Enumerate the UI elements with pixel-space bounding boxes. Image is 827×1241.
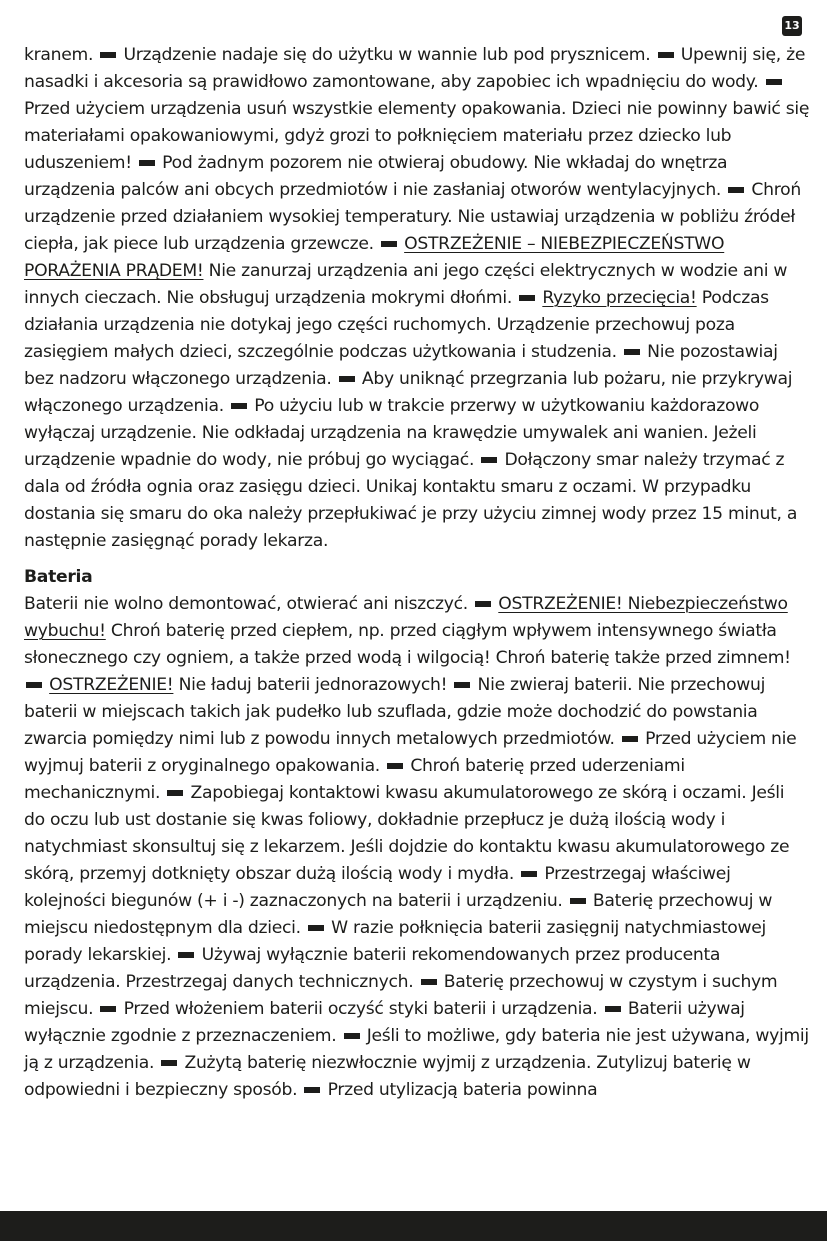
sentence: Pod żadnym pozorem nie otwieraj obudowy. Nie wkładaj do wnętrza urządzenia palców ani obcych przedmiotów i nie zasłaniaj otworów wentylacyjnych. <box>24 153 728 200</box>
bullet-icon <box>605 1006 621 1012</box>
safety-paragraph <box>24 42 810 555</box>
sentence: Urządzenie nadaje się do użytku w wannie lub pod prysznicem. <box>123 45 651 65</box>
sentence: Przed użyciem nie wyjmuj baterii z oryginalnego opakowania. <box>24 729 797 776</box>
bullet-icon <box>178 952 194 958</box>
bullet-icon <box>26 682 42 688</box>
sentence: Aby uniknąć przegrzania lub pożaru, nie przykrywaj włączonego urządzenia. <box>24 369 793 416</box>
sentence: Po użyciu lub w trakcie przerwy w użytkowaniu każdorazowo wyłączaj urządzenie. Nie odkładaj urządzenia na krawędzie umywalek ani wanien. Jeżeli urządzenie wpadnie do wody, nie próbuj go wyciągać. <box>24 396 760 470</box>
sentence: Podczas działania urządzenia nie dotykaj jego części ruchomych. Urządzenie przechowuj poza zasięgiem małych dzieci, szczególnie podczas użytkowania i studzenia. <box>24 288 769 362</box>
sentence: Nie ładuj baterii jednorazowych! <box>173 675 448 695</box>
document-body <box>24 42 810 1104</box>
bullet-icon <box>344 1033 360 1039</box>
warning-explosion: OSTRZEŻENIE! Niebezpieczeństwo wybuchu! <box>24 594 788 641</box>
sentence: Baterii używaj wyłącznie zgodnie z przeznaczeniem. <box>24 999 745 1046</box>
bullet-icon <box>519 295 535 301</box>
sentence: Jeśli to możliwe, gdy bateria nie jest używana, wyjmij ją z urządzenia. <box>24 1026 809 1073</box>
sentence: Nie pozostawiaj bez nadzoru włączonego urządzenia. <box>24 342 778 389</box>
sentence: Nie zanurzaj urządzenia ani jego części elektrycznych w wodzie ani w innych cieczach. Nie obsługuj urządzenia mokrymi dłońmi. <box>24 261 788 308</box>
bullet-icon <box>304 1087 320 1093</box>
sentence: Przed użyciem urządzenia usuń wszystkie elementy opakowania. Dzieci nie powinny bawić się materiałami opakowaniowymi, gdyż grozi to połknięciem materiału przez dziecko lub uduszeniem! <box>24 99 810 173</box>
sentence: Baterii nie wolno demontować, otwierać ani niszczyć. <box>24 594 468 614</box>
bullet-icon <box>100 1006 116 1012</box>
bullet-icon <box>521 871 537 877</box>
sentence: Chroń baterię przed ciepłem, np. przed ciągłym wpływem intensywnego światła słonecznego czy ogniem, a także przed wodą i wilgocią! Chroń baterię także przed zimnem! <box>24 621 791 668</box>
warning-cut-risk: Ryzyko przecięcia! <box>542 288 697 308</box>
bullet-icon <box>481 457 497 463</box>
sentence: Przestrzegaj właściwej kolejności biegunów (+ i -) zaznaczonych na baterii i urządzeniu. <box>24 864 731 911</box>
bullet-icon <box>570 898 586 904</box>
sentence: Upewnij się, że nasadki i akcesoria są prawidłowo zamontowane, aby zapobiec ich wpadnięciu do wody. <box>24 45 806 92</box>
bullet-icon <box>387 763 403 769</box>
sentence: Przed utylizacją bateria powinna <box>327 1080 598 1100</box>
sentence: Baterię przechowuj w czystym i suchym miejscu. <box>24 972 778 1019</box>
bullet-icon <box>308 925 324 931</box>
bullet-icon <box>339 376 355 382</box>
footer-bar <box>0 1211 827 1241</box>
bullet-icon <box>231 403 247 409</box>
bullet-icon <box>728 187 744 193</box>
bullet-icon <box>622 736 638 742</box>
bullet-icon <box>475 601 491 607</box>
bullet-icon <box>624 349 640 355</box>
battery-paragraph <box>24 591 810 1104</box>
sentence: Dołączony smar należy trzymać z dala od źródła ognia oraz zasięgu dzieci. Unikaj kontaktu smaru z oczami. W przypadku dostania się smaru do oka należy przepłukiwać je przy użyciu zimnej wody przez 15 minut, a następnie zasięgnąć porady lekarza. <box>24 450 798 551</box>
sentence: Używaj wyłącznie baterii rekomendowanych przez producenta urządzenia. Przestrzegaj danych technicznych. <box>24 945 721 992</box>
bullet-icon <box>381 241 397 247</box>
bullet-icon <box>161 1060 177 1066</box>
sentence: Przed włożeniem baterii oczyść styki baterii i urządzenia. <box>123 999 598 1019</box>
page-number: 13 <box>782 16 802 36</box>
sentence: Chroń baterię przed uderzeniami mechanicznymi. <box>24 756 685 803</box>
warning-label: OSTRZEŻENIE! <box>49 675 174 695</box>
sentence: W razie połknięcia baterii zasięgnij natychmiastowej porady lekarskiej. <box>24 918 767 965</box>
bullet-icon <box>421 979 437 985</box>
section-heading-battery: Bateria <box>24 567 93 587</box>
bullet-icon <box>100 52 116 58</box>
bullet-icon <box>454 682 470 688</box>
bullet-icon <box>658 52 674 58</box>
sentence: Zużytą baterię niezwłocznie wyjmij z urządzenia. Zutylizuj baterię w odpowiedni i bezpieczny sposób. <box>24 1053 751 1100</box>
sentence: Zapobiegaj kontaktowi kwasu akumulatorowego ze skórą i oczami. Jeśli do oczu lub ust dostanie się kwas foliowy, dokładnie przepłucz je dużą ilością wody i natychmiast skonsultuj się z lekarzem. Jeśli dojdzie do kontaktu kwasu akumulatorowego ze skórą, przemyj dotknięty obszar dużą ilością wody i mydła. <box>24 783 790 884</box>
sentence: Nie zwieraj baterii. Nie przechowuj baterii w miejscach takich jak pudełko lub szuflada, gdzie może dochodzić do powstania zwarcia pomiędzy nimi lub z powodu innych metalowych przedmiotów. <box>24 675 766 749</box>
sentence: Baterię przechowuj w miejscu niedostępnym dla dzieci. <box>24 891 773 938</box>
bullet-icon <box>766 79 782 85</box>
sentence: Chroń urządzenie przed działaniem wysokiej temperatury. Nie ustawiaj urządzenia w pobliżu źródeł ciepła, jak piece lub urządzenia grzewcze. <box>24 180 801 254</box>
sentence: kranem. <box>24 45 94 65</box>
bullet-icon <box>139 160 155 166</box>
warning-electric-shock: OSTRZEŻENIE – NIEBEZPIECZEŃSTWO PORAŻENIA PRĄDEM! <box>24 234 725 281</box>
bullet-icon <box>167 790 183 796</box>
